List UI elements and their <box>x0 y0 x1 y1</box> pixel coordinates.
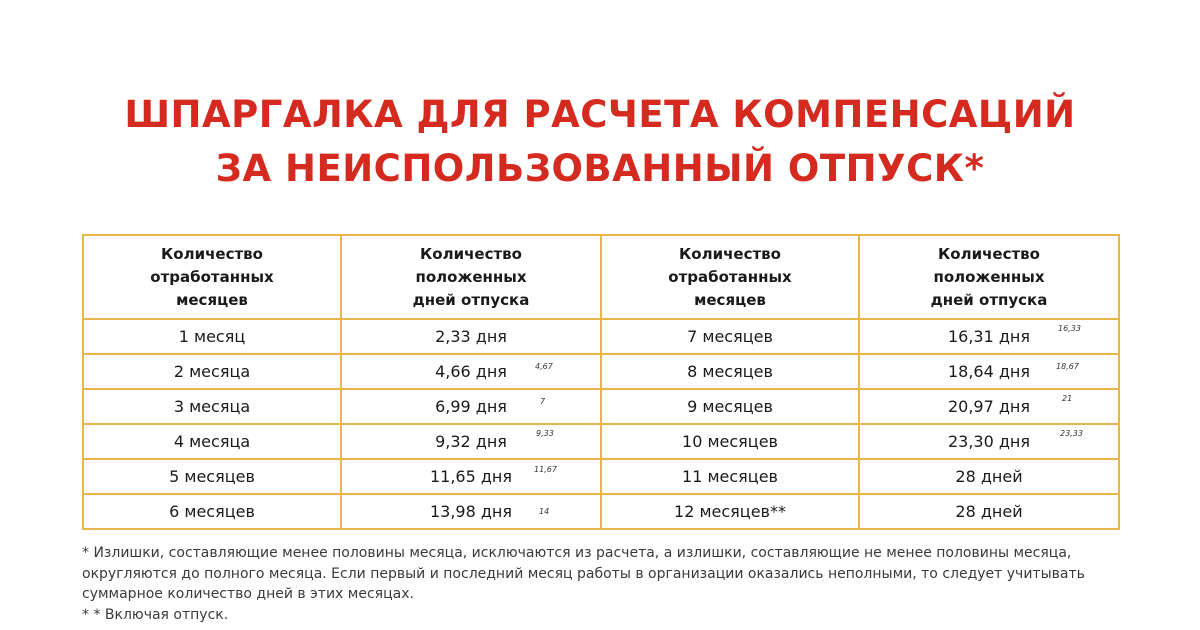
handwritten-note: 14 <box>539 507 550 516</box>
months-cell: 6 месяцев <box>83 494 341 529</box>
days-value: 4,66 дня <box>435 362 507 381</box>
months-cell: 12 месяцев** <box>601 494 859 529</box>
months-cell: 1 месяц <box>83 319 341 354</box>
vacation-table <box>82 234 1120 530</box>
days-value: 23,30 дня <box>947 432 1031 451</box>
days-cell <box>341 319 601 354</box>
header-line: Количество <box>679 244 781 263</box>
months-cell: 4 месяца <box>83 424 341 459</box>
days-cell <box>859 424 1119 459</box>
header-line: положенных <box>415 267 527 286</box>
months-cell: 3 месяца <box>83 389 341 424</box>
days-value: 9,32 дня <box>435 432 507 451</box>
header-line: месяцев <box>694 290 766 309</box>
days-value: 6,99 дня <box>435 397 507 416</box>
handwritten-note: 4,67 <box>535 362 553 371</box>
table-row <box>83 354 1119 389</box>
handwritten-note: 11,67 <box>534 465 557 474</box>
handwritten-note: 23,33 <box>1060 429 1083 438</box>
days-value: 11,65 дня <box>429 467 513 486</box>
header-line: дней отпуска <box>412 290 530 309</box>
table-row <box>83 424 1119 459</box>
months-cell: 10 месяцев <box>601 424 859 459</box>
header-line: Количество <box>161 244 263 263</box>
footnote-2: * * Включая отпуск. <box>82 606 229 623</box>
header-line: месяцев <box>176 290 248 309</box>
header-worked-months-2 <box>601 235 859 319</box>
days-cell <box>341 424 601 459</box>
days-cell <box>859 494 1119 529</box>
table-row <box>83 389 1119 424</box>
days-cell <box>341 494 601 529</box>
days-value: 28 дней <box>955 502 1023 521</box>
header-line: отработанных <box>150 267 274 286</box>
header-line: отработанных <box>668 267 792 286</box>
header-vacation-days-2 <box>859 235 1119 319</box>
handwritten-note: 18,67 <box>1056 362 1079 371</box>
header-worked-months-1 <box>83 235 341 319</box>
days-cell <box>341 389 601 424</box>
months-cell: 11 месяцев <box>601 459 859 494</box>
header-line: Количество <box>938 244 1040 263</box>
months-cell: 8 месяцев <box>601 354 859 389</box>
days-cell <box>341 354 601 389</box>
footnotes <box>82 543 1142 625</box>
days-cell <box>859 319 1119 354</box>
header-line: положенных <box>933 267 1045 286</box>
table-row <box>83 319 1119 354</box>
footnote-1: * Излишки, составляющие менее половины месяца, исключаются из расчета, а излишки, составляющие не менее половины месяца, округляются до полного месяца. Если первый и последний месяц работы в организации оказались неполными, то следует учитывать суммарное количество дней в этих месяцах. <box>82 545 1085 602</box>
days-value: 16,31 дня <box>947 327 1031 346</box>
header-line: дней отпуска <box>930 290 1048 309</box>
days-cell <box>859 389 1119 424</box>
header-row <box>83 235 1119 319</box>
title-line-2: ЗА НЕИСПОЛЬЗОВАННЫЙ ОТПУСК* <box>215 147 985 190</box>
handwritten-note: 21 <box>1062 394 1073 403</box>
days-cell <box>341 459 601 494</box>
days-value: 18,64 дня <box>947 362 1031 381</box>
header-line: Количество <box>420 244 522 263</box>
handwritten-note: 16,33 <box>1058 324 1081 333</box>
table-row <box>83 459 1119 494</box>
days-value: 2,33 дня <box>435 327 507 346</box>
days-value: 13,98 дня <box>429 502 513 521</box>
months-cell: 7 месяцев <box>601 319 859 354</box>
title-line-1: ШПАРГАЛКА ДЛЯ РАСЧЕТА КОМПЕНСАЦИЙ <box>124 93 1076 136</box>
page-title <box>0 88 1200 196</box>
header-vacation-days-1 <box>341 235 601 319</box>
days-cell <box>859 459 1119 494</box>
days-value: 20,97 дня <box>947 397 1031 416</box>
handwritten-note: 7 <box>540 397 546 406</box>
months-cell: 5 месяцев <box>83 459 341 494</box>
months-cell: 2 месяца <box>83 354 341 389</box>
days-cell <box>859 354 1119 389</box>
months-cell: 9 месяцев <box>601 389 859 424</box>
days-value: 28 дней <box>955 467 1023 486</box>
table-row <box>83 494 1119 529</box>
handwritten-note: 9,33 <box>536 429 554 438</box>
